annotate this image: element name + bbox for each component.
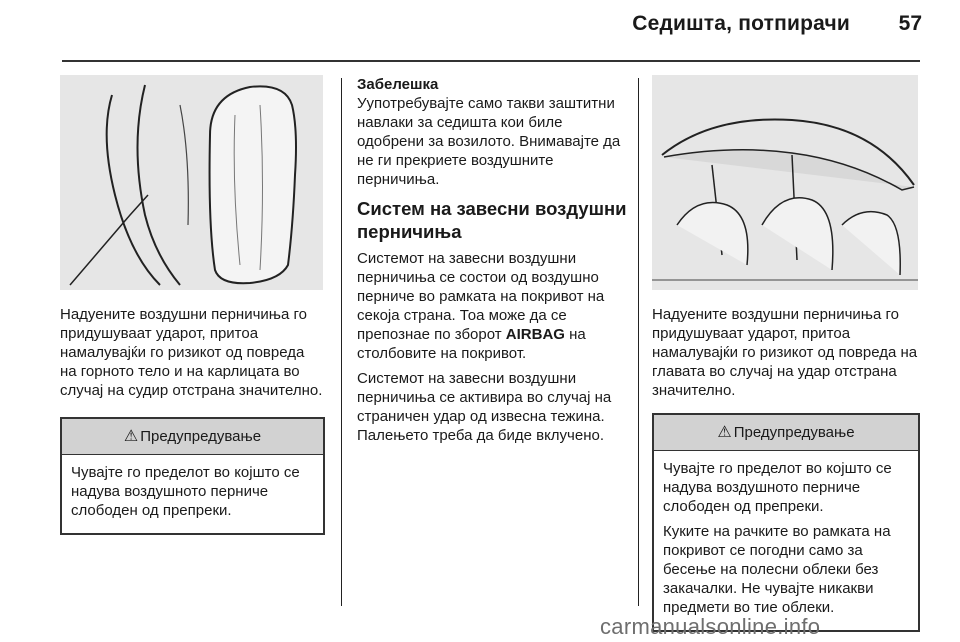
seat-airbag-drawing: [60, 75, 323, 290]
section-title: Седишта, потпирачи: [632, 12, 850, 35]
curtain-airbag-illustration: [652, 75, 918, 290]
column-left: [60, 75, 325, 535]
column-middle: [357, 75, 629, 451]
warning-box: [60, 417, 325, 535]
section-heading: Систем на завесни воздушни перничиња: [357, 198, 627, 242]
note-title: Забелешка: [357, 76, 439, 93]
warning-header: [62, 419, 323, 455]
watermark: carmanualsonline.info: [600, 614, 821, 639]
figure-caption: Надуените воздушни перничиња го придушуваат ударот, притоа намалувајќи го ризикот од повреда на главата во случај на удар отстрана значително.: [652, 306, 918, 399]
column-right: [652, 75, 920, 632]
warning-body: [654, 451, 918, 630]
warning-text: Чувајте го пределот во којшто се надува воздушното перниче слободен од препреки.: [71, 464, 300, 519]
page-number: 57: [898, 12, 922, 35]
header-rule: [62, 60, 920, 62]
warning-title: Предупредување: [140, 428, 262, 445]
warning-triangle-icon: ⚠: [717, 424, 732, 441]
airbag-label: AIRBAG: [505, 326, 565, 343]
figure-caption: Надуените воздушни перничиња го придушуваат ударот, притоа намалувајќи го ризикот од повреда на горното тело и на карлицата во случај на судир отстрана значително.: [60, 306, 323, 399]
warning-box: [652, 413, 920, 632]
warning-title: Предупредување: [733, 424, 855, 441]
note-text: Уупотребувајте само такви заштитни навлаки за седишта кои биле одобрени за возилото. Внимавајте да не ги прекриете воздушните перничиња.: [357, 95, 621, 188]
warning-triangle-icon: ⚠: [123, 428, 139, 445]
side-airbag-illustration: [60, 75, 323, 290]
column-divider: [341, 78, 342, 606]
warning-header: [654, 415, 918, 451]
paragraph-text: Системот на завесни воздушни перничиња се состои од воздушно перниче во рамката на покривот на секоја страна. Тоа може да се препознае по зборот: [357, 250, 605, 343]
column-divider: [638, 78, 639, 606]
warning-text: Чувајте го пределот во којшто се надува воздушното перниче слободен од препреки.: [663, 460, 892, 515]
warning-text: Куките на рачките во рамката на покривот се погодни само за бесење на полесни облеки без закачалки. Не чувајте никакви предмети во тие облеки.: [663, 523, 891, 616]
paragraph: Системот на завесни воздушни перничиња се активира во случај на страничен удар од извесна тежина. Палењето треба да биде вклучено.: [357, 370, 612, 444]
warning-body: [62, 455, 323, 533]
paragraph: [357, 249, 629, 363]
car-interior-drawing: [652, 75, 918, 290]
paragraph-text: на столбовите на покривот.: [357, 326, 586, 362]
